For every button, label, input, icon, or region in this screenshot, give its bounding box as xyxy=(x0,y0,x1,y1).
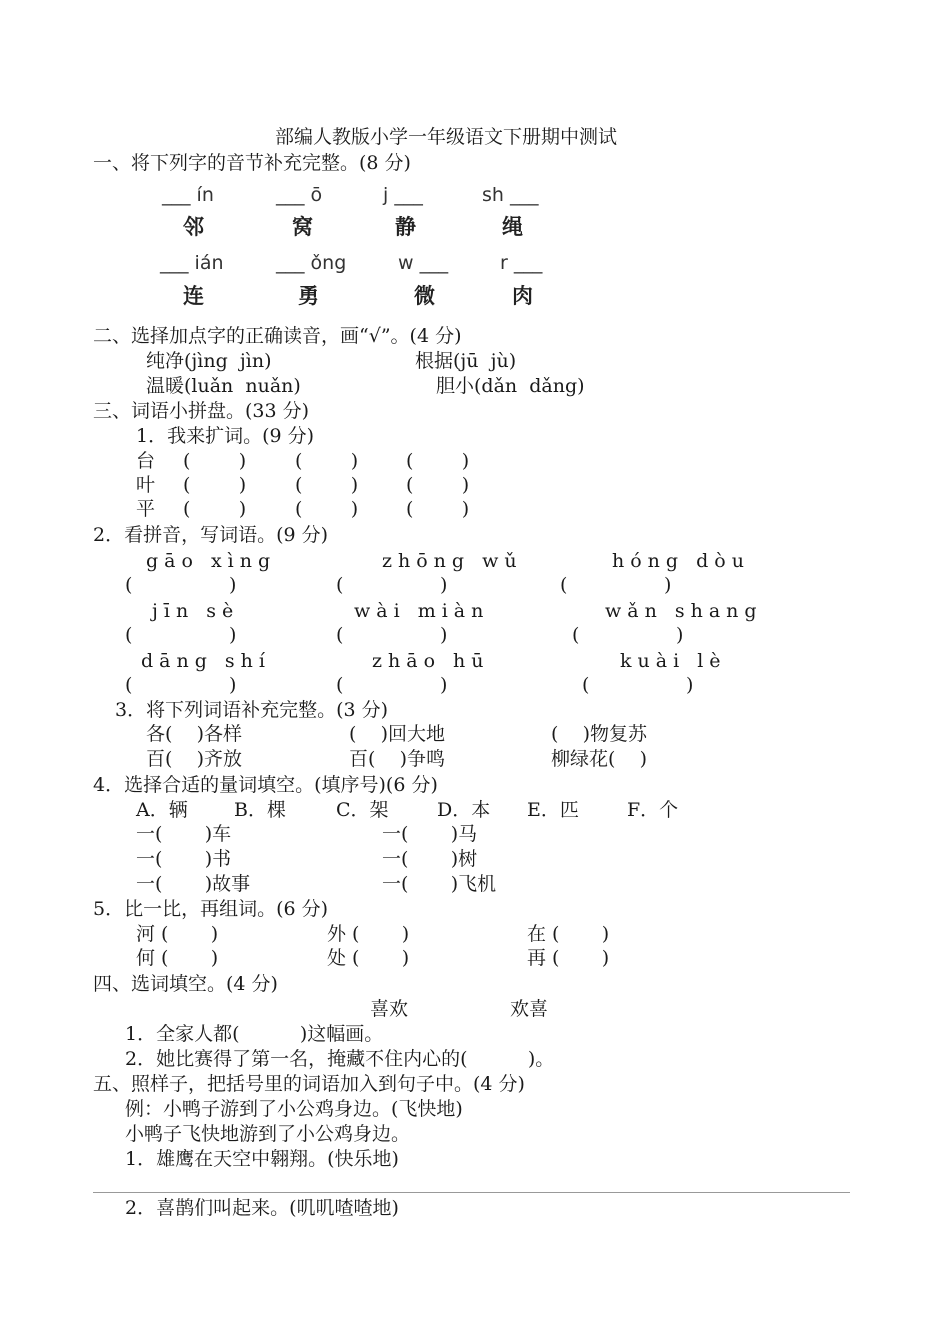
measure-fill[interactable]: 一( )马 xyxy=(382,823,478,845)
answer-blank[interactable]: ( ) xyxy=(406,450,470,472)
word-choice: 欢喜 xyxy=(510,998,549,1020)
option: C．架 xyxy=(336,799,389,821)
pinyin-prompt: wǎn shang xyxy=(605,600,763,622)
example-answer: 小鸭子飞快地游到了小公鸡身边。 xyxy=(125,1123,411,1145)
answer-blank[interactable]: ( ) xyxy=(183,498,247,520)
reading-choice[interactable]: 纯净(jìng jìn) xyxy=(146,350,272,372)
pinyin-prompt: kuài lè xyxy=(620,650,727,672)
answer-blank[interactable]: ( ) xyxy=(336,674,448,696)
answer-blank[interactable]: ( ) xyxy=(125,674,237,696)
hanzi-char: 窝 xyxy=(292,215,313,239)
answer-blank[interactable]: ( ) xyxy=(572,624,684,646)
pinyin-blank-1[interactable]: ___ ín xyxy=(162,184,214,206)
answer-blank[interactable]: ( ) xyxy=(406,498,470,520)
pinyin-prompt: wài miàn xyxy=(354,600,490,622)
fill-sentence-2[interactable]: 2．她比赛得了第一名，掩藏不住内心的( )。 xyxy=(125,1048,555,1070)
compare-fill[interactable]: 河 ( ) xyxy=(136,923,219,945)
pinyin-blank-7[interactable]: w ___ xyxy=(398,252,449,274)
q1-heading: 1．我来扩词。(9 分) xyxy=(136,425,315,447)
pinyin-prompt: gāo xìng xyxy=(146,550,277,572)
section-1-heading: 一、将下列字的音节补充完整。(8 分) xyxy=(93,152,411,174)
compare-fill[interactable]: 外 ( ) xyxy=(327,923,410,945)
option: D．本 xyxy=(437,799,491,821)
q5-heading: 5．比一比，再组词。(6 分) xyxy=(93,898,329,920)
pinyin-prompt: hóng dòu xyxy=(612,550,750,572)
measure-fill[interactable]: 一( )树 xyxy=(382,848,478,870)
answer-blank[interactable]: ( ) xyxy=(295,498,359,520)
fill-sentence-1[interactable]: 1．全家人都( )这幅画。 xyxy=(125,1023,384,1045)
answer-blank[interactable]: ( ) xyxy=(336,574,448,596)
hanzi-char: 绳 xyxy=(502,215,523,239)
hanzi-char: 静 xyxy=(395,215,416,239)
answer-blank[interactable]: ( ) xyxy=(582,674,694,696)
idiom-fill[interactable]: 柳绿花( ) xyxy=(551,748,647,770)
reading-choice[interactable]: 温暖(luǎn nuǎn) xyxy=(146,375,301,397)
pinyin-blank-5[interactable]: ___ ián xyxy=(160,252,224,274)
idiom-fill[interactable]: 百( )齐放 xyxy=(146,748,242,770)
page-title: 部编人教版小学一年级语文下册期中测试 xyxy=(275,126,618,148)
section-2-heading: 二、选择加点字的正确读音，画“√”。(4 分) xyxy=(93,325,462,347)
pinyin-blank-8[interactable]: r ___ xyxy=(500,252,543,274)
measure-fill[interactable]: 一( )故事 xyxy=(136,873,251,895)
rewrite-question-2: 2．喜鹊们叫起来。(叽叽喳喳地) xyxy=(125,1197,399,1219)
hanzi-char: 邻 xyxy=(183,215,204,239)
compare-fill[interactable]: 何 ( ) xyxy=(136,947,219,969)
hanzi-char: 连 xyxy=(183,284,204,308)
compare-fill[interactable]: 再 ( ) xyxy=(527,947,610,969)
pinyin-blank-6[interactable]: ___ ǒng xyxy=(276,252,347,274)
idiom-fill[interactable]: 百( )争鸣 xyxy=(349,748,445,770)
idiom-fill[interactable]: ( )物复苏 xyxy=(551,723,647,745)
rewrite-question-1: 1．雄鹰在天空中翱翔。(快乐地) xyxy=(125,1148,399,1170)
q2-heading: 2．看拼音，写词语。(9 分) xyxy=(93,524,329,546)
compare-fill[interactable]: 在 ( ) xyxy=(527,923,610,945)
option: A．辆 xyxy=(136,799,188,821)
expand-char: 平 xyxy=(136,498,156,520)
q3-heading: 3．将下列词语补充完整。(3 分) xyxy=(115,699,389,721)
compare-fill[interactable]: 处 ( ) xyxy=(327,947,410,969)
idiom-fill[interactable]: 各( )各样 xyxy=(146,723,242,745)
hanzi-char: 肉 xyxy=(512,284,533,308)
measure-fill[interactable]: 一( )飞机 xyxy=(382,873,497,895)
idiom-fill[interactable]: ( )回大地 xyxy=(349,723,445,745)
measure-fill[interactable]: 一( )车 xyxy=(136,823,232,845)
part-4-heading: 四、选词填空。(4 分) xyxy=(93,973,278,995)
pinyin-prompt: zhāo hū xyxy=(372,650,490,672)
answer-line[interactable] xyxy=(93,1192,850,1193)
answer-blank[interactable]: ( ) xyxy=(125,624,237,646)
pinyin-blank-2[interactable]: ___ ō xyxy=(276,184,323,206)
answer-blank[interactable]: ( ) xyxy=(406,474,470,496)
answer-blank[interactable]: ( ) xyxy=(295,450,359,472)
answer-blank[interactable]: ( ) xyxy=(183,450,247,472)
answer-blank[interactable]: ( ) xyxy=(560,574,672,596)
pinyin-blank-3[interactable]: j ___ xyxy=(383,184,423,206)
hanzi-char: 勇 xyxy=(298,284,319,308)
option: B．棵 xyxy=(234,799,286,821)
option: E．匹 xyxy=(527,799,579,821)
hanzi-char: 微 xyxy=(414,284,435,308)
option: F．个 xyxy=(627,799,679,821)
answer-blank[interactable]: ( ) xyxy=(295,474,359,496)
word-choice: 喜欢 xyxy=(370,998,409,1020)
answer-blank[interactable]: ( ) xyxy=(183,474,247,496)
answer-blank[interactable]: ( ) xyxy=(336,624,448,646)
measure-fill[interactable]: 一( )书 xyxy=(136,848,232,870)
pinyin-blank-4[interactable]: sh ___ xyxy=(482,184,539,206)
q4-heading: 4．选择合适的量词填空。(填序号)(6 分) xyxy=(93,774,438,796)
expand-char: 台 xyxy=(136,450,156,472)
pinyin-prompt: zhōng wǔ xyxy=(382,550,523,572)
example-sentence: 例：小鸭子游到了小公鸡身边。(飞快地) xyxy=(125,1098,463,1120)
part-5-heading: 五、照样子，把括号里的词语加入到句子中。(4 分) xyxy=(93,1073,525,1095)
answer-blank[interactable]: ( ) xyxy=(125,574,237,596)
reading-choice[interactable]: 根据(jū jù) xyxy=(415,350,517,372)
pinyin-prompt: jīn sè xyxy=(152,600,240,622)
expand-char: 叶 xyxy=(136,474,156,496)
section-3-heading: 三、词语小拼盘。(33 分) xyxy=(93,400,310,422)
reading-choice[interactable]: 胆小(dǎn dǎng) xyxy=(436,375,585,397)
pinyin-prompt: dāng shí xyxy=(141,650,271,672)
